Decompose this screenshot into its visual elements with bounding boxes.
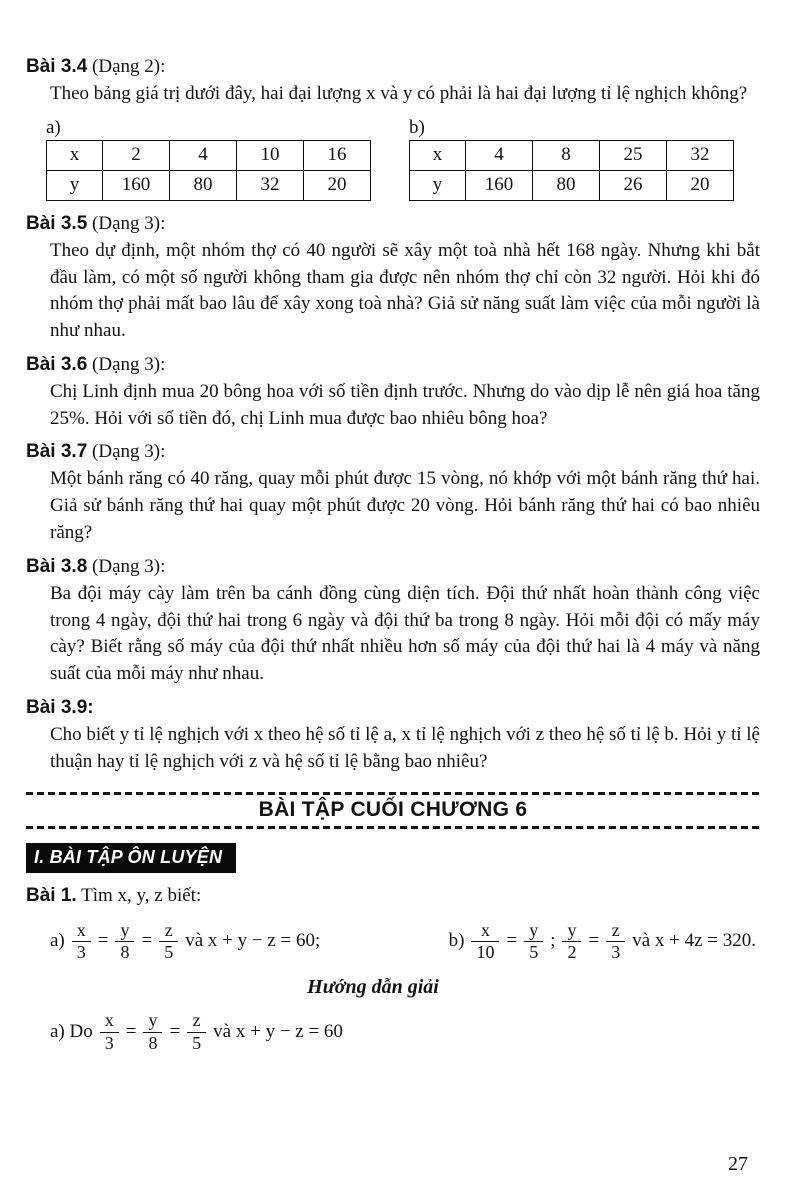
math-text: và x + 4z = 320. [632,930,756,952]
table-cell: 32 [237,170,304,200]
solution-line-a [26,1011,760,1053]
fraction: $\frac{y}{8}$ [115,921,134,963]
exercise-1-heading [26,885,760,907]
table-cell: 160 [466,170,533,200]
table-cell: 80 [170,170,237,200]
table-cell: 2 [103,140,170,170]
table-row [410,140,734,170]
table-row [47,170,371,200]
table-cell: 20 [667,170,734,200]
problem-heading [26,697,760,719]
problem-heading [26,556,760,578]
fraction: $\frac{x}{10}$ [471,921,499,963]
table-b-label: b) [409,116,425,138]
math-text: = [588,930,600,952]
problem-tag: (Dạng 3): [87,555,166,577]
fraction: $\frac{z}{5}$ [159,921,178,963]
value-tables [46,117,760,201]
fraction: $\frac{y}{2}$ [562,921,581,963]
math-text: = [506,930,518,952]
table-block-b [409,117,734,201]
fraction: $\frac{z}{3}$ [606,921,625,963]
table-cell: 25 [600,140,667,170]
table-cell: 80 [533,170,600,200]
math-text: và x + y − z = 60; [185,930,321,952]
exercise-label: Bài 1. [26,884,77,906]
math-text: b) [448,930,465,952]
problem-id: Bài 3.7 [26,441,88,463]
problem-id: Bài 3.9: [26,696,94,718]
fraction: $\frac{y}{8}$ [143,1011,162,1053]
section-badge: I. BÀI TẬP ÔN LUYỆN [26,843,236,873]
math-text: ; [550,930,556,952]
table-cell: 10 [237,140,304,170]
table-cell: 160 [103,170,170,200]
math-text: và x + y − z = 60 [213,1021,343,1043]
table-row [47,140,371,170]
problem-3-8 [26,556,760,688]
table-cell: 16 [304,140,371,170]
fraction: $\frac{z}{5}$ [187,1011,206,1053]
page-number: 27 [728,1153,748,1175]
table-cell: x [410,140,466,170]
math-text: = [141,930,153,952]
problem-tag: (Dạng 3): [87,441,166,463]
problem-3-5 [26,213,760,345]
problem-3-6 [26,354,760,433]
problem-body: Ba đội máy cày làm trên ba cánh đồng cùng diện tích. Đội thứ nhất hoàn thành công việc trong 4 ngày, đội thứ hai trong 6 ngày và đội thứ ba trong 8 ngày. Hỏi mỗi đội có mấy máy cày? Biết rằng số máy của đội thứ nhất nhiều hơn số máy của đội thứ hai là 4 máy và năng suất của mỗi máy như nhau. [50,582,760,685]
problem-body: Cho biết y tỉ lệ nghịch với x theo hệ số tỉ lệ a, x tỉ lệ nghịch với z theo hệ số tỉ lệ b. Hỏi y tỉ lệ thuận hay tỉ lệ nghịch với z và hệ số tỉ lệ bằng bao nhiêu? [50,723,760,772]
fraction: $\frac{y}{5}$ [524,921,543,963]
math-part-b [449,921,756,963]
problem-body: Một bánh răng có 40 răng, quay mỗi phút được 15 vòng, nó khớp với một bánh răng thứ hai. Giả sử bánh răng thứ hai quay một phút được 20 vòng. Hỏi bánh răng thứ hai có bao nhiêu răng? [50,468,760,544]
table-cell: 8 [533,140,600,170]
problem-id: Bài 3.8 [26,555,88,577]
table-cell: x [47,140,103,170]
problem-heading [26,56,760,78]
problem-heading [26,354,760,376]
table-a-label: a) [46,116,61,138]
exercise-intro: Tìm x, y, z biết: [76,884,202,906]
value-table-b [409,140,734,201]
table-block-a [46,117,371,201]
value-table-a [46,140,371,201]
solution-heading: Hướng dẫn giải [307,976,439,999]
fraction: $\frac{x}{3}$ [100,1011,119,1053]
math-text: a) [50,930,65,952]
table-cell: 26 [600,170,667,200]
problem-3-9 [26,697,760,776]
problem-heading [26,213,760,235]
problem-tag: (Dạng 3): [87,212,166,234]
table-cell: y [410,170,466,200]
problem-heading [26,441,760,463]
math-text: a) Do [50,1021,93,1043]
table-cell: y [47,170,103,200]
problem-3-4 [26,56,760,108]
dashed-line-bottom [26,826,760,829]
problem-3-7 [26,441,760,546]
math-part-a [50,921,320,963]
exercise-1-parts [26,921,760,963]
chapter-heading: BÀI TẬP CUỐI CHƯƠNG 6 [258,797,528,821]
problem-id: Bài 3.5 [26,212,88,234]
chapter-divider [26,792,760,829]
table-cell: 20 [304,170,371,200]
problem-body: Chị Linh định mua 20 bông hoa với số tiền định trước. Nhưng do vào dịp lễ nên giá hoa tăng 25%. Hỏi với số tiền đó, chị Linh mua được bao nhiêu bông hoa? [50,380,760,429]
math-text: = [97,930,109,952]
table-cell: 4 [170,140,237,170]
table-cell: 32 [667,140,734,170]
problem-id: Bài 3.4 [26,56,88,77]
problem-body: Theo dự định, một nhóm thợ có 40 người sẽ xây một toà nhà hết 168 ngày. Nhưng khi bắt đầu làm, có một số người không tham gia được nên nhóm thợ chỉ còn 32 người. Hỏi khi đó nhóm thợ phải mất bao lâu để xây xong toà nhà? Giả sử năng suất làm việc của mỗi người là như nhau. [50,239,760,342]
table-cell: 4 [466,140,533,170]
problem-tag: (Dạng 2): [87,56,166,77]
fraction: $\frac{x}{3}$ [72,921,91,963]
problem-body: Theo bảng giá trị dưới đây, hai đại lượng x và y có phải là hai đại lượng tỉ lệ nghịch không? [50,83,748,104]
table-row [410,170,734,200]
problem-tag: (Dạng 3): [87,353,166,375]
math-text: = [169,1021,181,1043]
math-text: = [125,1021,137,1043]
problem-id: Bài 3.6 [26,353,88,375]
